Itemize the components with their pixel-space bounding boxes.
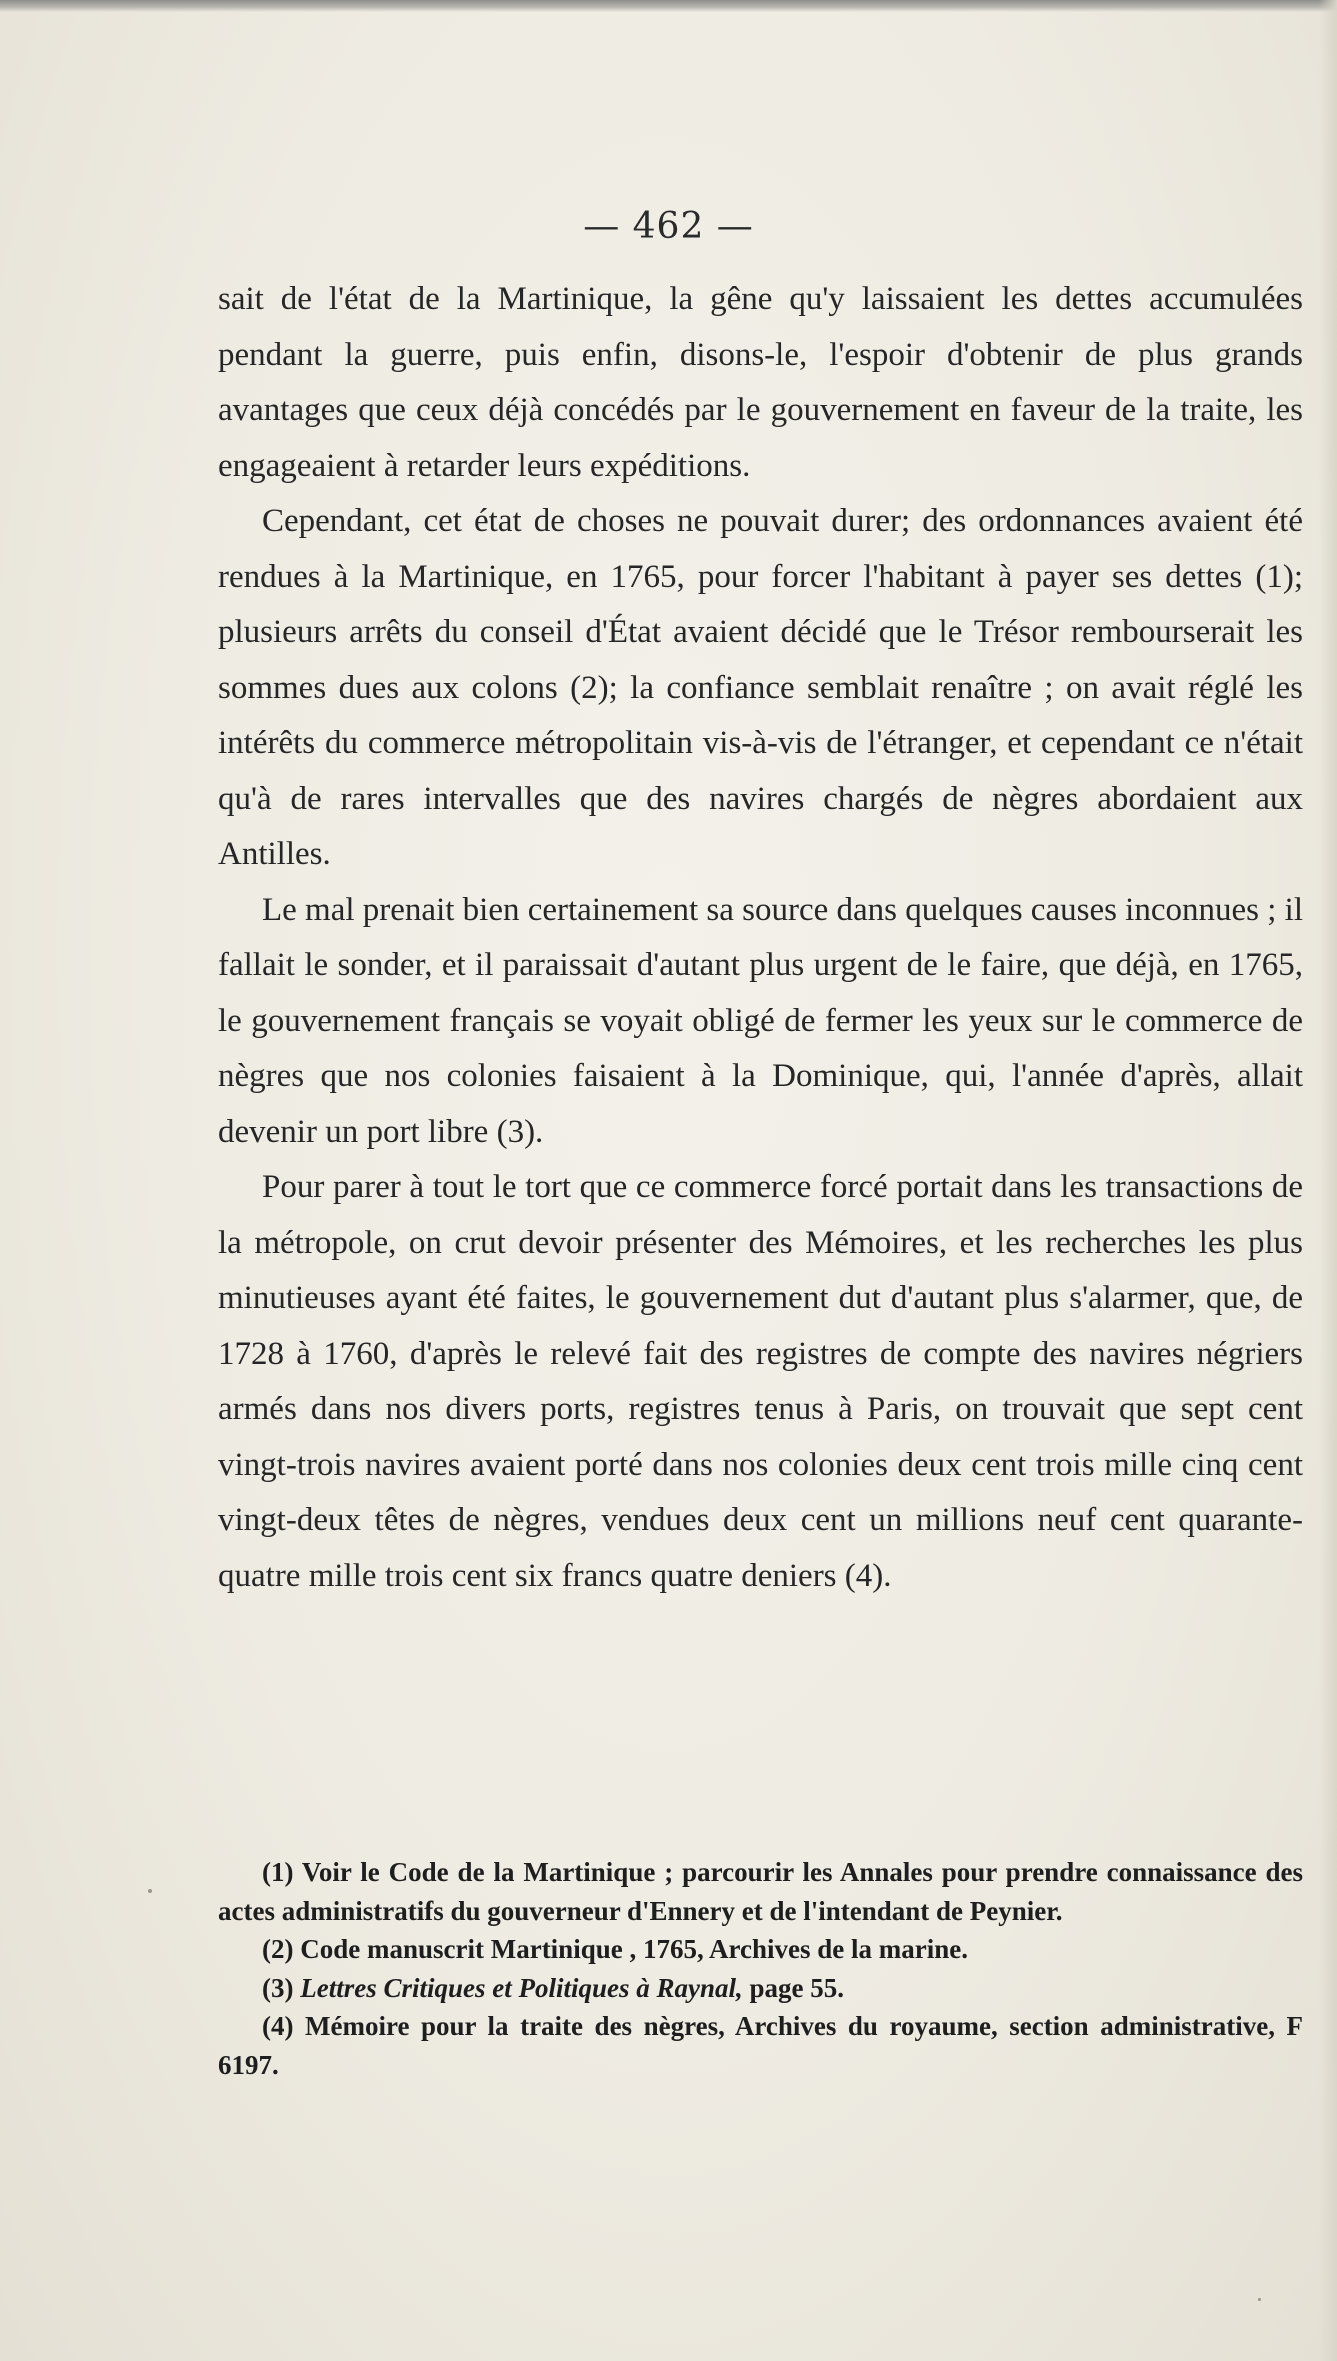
footnote-1 bbox=[218, 1853, 1303, 1930]
paper-speck bbox=[1258, 2298, 1261, 2301]
footnote-italic-title: Lettres Critiques et Politiques à Raynal, bbox=[300, 1972, 743, 2003]
footnote-3 bbox=[218, 1969, 1303, 2008]
page-number: — 462 — bbox=[583, 206, 754, 247]
footnote-marker: (4) bbox=[262, 2011, 294, 2041]
footnote-4 bbox=[218, 2007, 1303, 2084]
footnote-marker: (3) bbox=[262, 1972, 294, 2003]
body-text bbox=[218, 272, 1303, 1604]
footnote-text: Voir le Code de la Martinique ; parcourir les Annales pour prendre connaissance des actes administratifs du gouverneur d'Ennery et de l'intendant de Peynier. bbox=[218, 1857, 1303, 1926]
footnote-text: Mémoire pour la traite des nègres, Archives du royaume, section administrative, F 6197. bbox=[218, 2011, 1303, 2080]
footnote-marker: (2) bbox=[262, 1934, 294, 1964]
paragraph-2: Cependant, cet état de choses ne pouvait durer; des ordonnances avaient été rendues à la Martinique, en 1765, pour forcer l'habitant à payer ses dettes (1); plusieurs arrêts du conseil d'État avaient décidé que le Trésor rembourserait les sommes dues aux colons (2); la confiance semblait renaître ; on avait réglé les intérêts du commerce métropolitain vis-à-vis de l'étranger, et cependant ce n'était qu'à de rares intervalles que des navires chargés de nègres abordaient aux Antilles. bbox=[218, 503, 1303, 872]
paragraph-1: sait de l'état de la Martinique, la gêne qu'y laissaient les dettes accumulées pendant la guerre, puis enfin, disons-le, l'espoir d'obtenir de plus grands avantages que ceux déjà concédés par le gouvernement en faveur de la traite, les engageaient à retarder leurs expéditions. bbox=[218, 281, 1303, 484]
paper-speck bbox=[148, 1889, 152, 1893]
paragraph-4: Pour parer à tout le tort que ce commerce forcé portait dans les transactions de la métropole, on crut devoir présenter des Mémoires, et les recherches les plus minutieuses ayant été faites, le gouvernement dut d'autant plus s'alarmer, que, de 1728 à 1760, d'après le relevé fait des registres de compte des navires négriers armés dans nos divers ports, registres tenus à Paris, on trouvait que sept cent vingt-trois navires avaient porté dans nos colonies deux cent trois mille cinq cent vingt-deux têtes de nègres, vendues deux cent un millions neuf cent quarante-quatre mille trois cent six francs quatre deniers (4). bbox=[218, 1169, 1303, 1594]
footnotes bbox=[218, 1853, 1303, 2084]
footnote-text: Code manuscrit Martinique , 1765, Archives de la marine. bbox=[300, 1934, 968, 1964]
footnote-text: page 55. bbox=[749, 1972, 844, 2003]
footnote-marker: (1) bbox=[262, 1857, 294, 1887]
paragraph-3: Le mal prenait bien certainement sa source dans quelques causes inconnues ; il fallait le sonder, et il paraissait d'autant plus urgent de le faire, que déjà, en 1765, le gouvernement français se voyait obligé de fermer les yeux sur le commerce de nègres que nos colonies faisaient à la Dominique, qui, l'année d'après, allait devenir un port libre (3). bbox=[218, 891, 1303, 1150]
scan-top-edge bbox=[0, 0, 1337, 12]
page-gutter-shadow bbox=[1319, 0, 1337, 2361]
footnote-2 bbox=[218, 1930, 1303, 1969]
